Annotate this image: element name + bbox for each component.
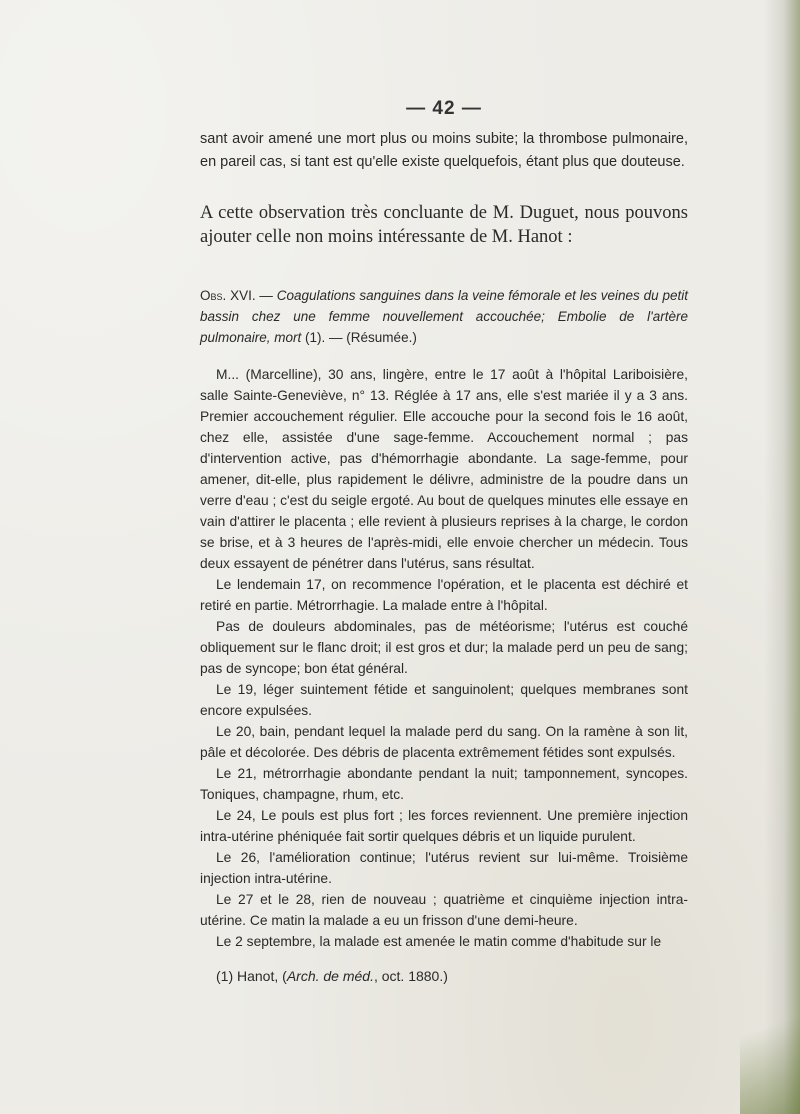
footnote-journal: Arch. de méd. <box>286 968 374 984</box>
footnote <box>200 966 688 986</box>
body-paragraph: Le 24, Le pouls est plus fort ; les forces reviennent. Une première injection intra-utérine phéniquée fait sortir quelques débris et un liquide purulent. <box>200 808 688 844</box>
observation-number: Obs. XVI. — <box>200 288 273 303</box>
footnote-prefix: (1) Hanot, ( <box>216 968 287 984</box>
body-paragraph: Le 2 septembre, la malade est amenée le matin comme d'habitude sur le <box>216 934 662 949</box>
page-edge-shadow <box>764 0 800 1114</box>
body-paragraph: Le 19, léger suintement fétide et sanguinolent; quelques membranes sont encore expulsées. <box>200 682 688 718</box>
page-number: — 42 — <box>406 98 482 119</box>
text-block <box>200 98 688 1000</box>
body-paragraph: Le 21, métrorrhagie abondante pendant la nuit; tamponnement, syncopes. Toniques, champagne, rhum, etc. <box>200 766 688 802</box>
page-corner-stain <box>740 994 800 1114</box>
body-paragraph: M... (Marcelline), 30 ans, lingère, entre le 17 août à l'hôpital Lariboisière, salle Sainte-Geneviève, n° 13. Réglée à 17 ans, elle s'est mariée il y a 3 ans. Premier accouchement régulier. Elle accouche pour la second fois le 16 août, chez elle, assistée d'une sage-femme. Accouchement normal ; pas d'intervention active, pas d'hémorrhagie abondante. La sage-femme, pour amener, dit-elle, plus rapidement le délivre, administre de la poudre dans un verre d'eau ; c'est du seigle ergoté. Au bout de quelques minutes elle essaye en vain d'attirer le placenta ; elle revient à plusieurs reprises à la charge, le cordon se brise, et à 3 heures de l'après-midi, elle envoie chercher un médecin. Tous deux essayent de pénétrer dans l'utérus, sans résultat. <box>200 367 688 571</box>
case-report-body <box>200 364 688 952</box>
body-paragraph: Le 27 et le 28, rien de nouveau ; quatrième et cinquième injection intra-utérine. Ce matin la malade a eu un frisson d'une demi-heure. <box>200 892 688 928</box>
observation-heading <box>200 285 688 348</box>
footnote-suffix: , oct. 1880.) <box>373 968 448 984</box>
observation-reference: (1). — (Résumée.) <box>301 330 417 345</box>
intro-paragraph: A cette observation très concluante de M. Duguet, nous pouvons ajouter celle non moins intéressante de M. Hanot : <box>200 203 688 247</box>
body-paragraph: Le 20, bain, pendant lequel la malade perd du sang. On la ramène à son lit, pâle et décolorée. Des débris de placenta extrêmement fétides sont expulsés. <box>200 724 688 760</box>
lead-paragraph: sant avoir amené une mort plus ou moins subite; la thrombose pulmonaire, en pareil cas, si tant est qu'elle existe quelquefois, étant plus que douteuse. <box>200 131 688 170</box>
body-paragraph: Le lendemain 17, on recommence l'opération, et le placenta est déchiré et retiré en partie. Métrorrhagie. La malade entre à l'hôpital. <box>200 577 688 613</box>
body-paragraph: Le 26, l'amélioration continue; l'utérus revient sur lui-même. Troisième injection intra-utérine. <box>200 850 688 886</box>
observation-title: Coagulations sanguines dans la veine fémorale et les veines du petit bassin chez une femme nouvellement accouchée; Embolie de l'artère pulmonaire, mort <box>200 288 688 345</box>
body-paragraph: Pas de douleurs abdominales, pas de météorisme; l'utérus est couché obliquement sur le flanc droit; il est gros et dur; la malade perd un peu de sang; pas de syncope; bon état général. <box>200 619 688 676</box>
